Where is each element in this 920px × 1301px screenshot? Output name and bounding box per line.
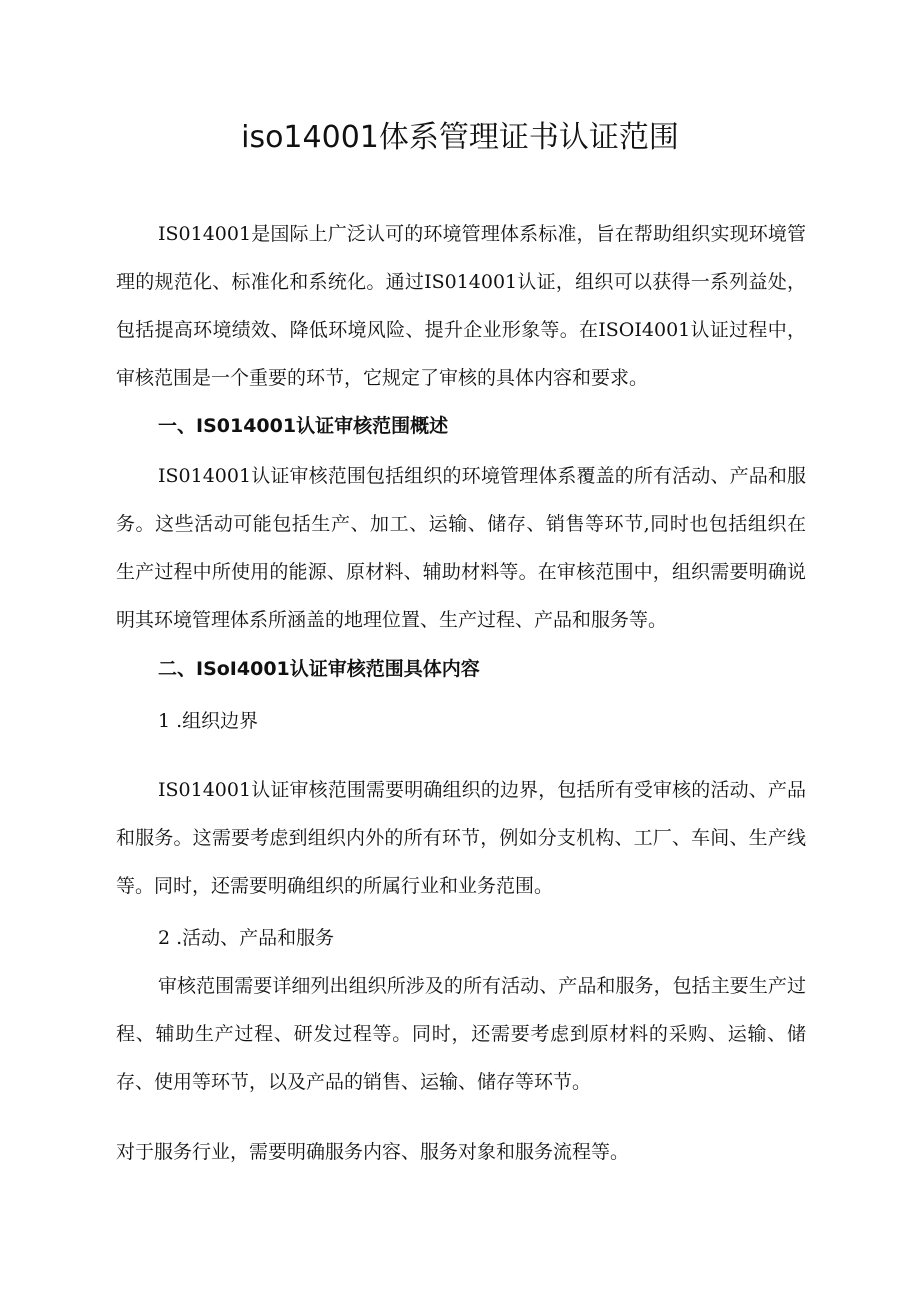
page-title: iso14001体系管理证书认证范围 <box>241 120 679 155</box>
item-2-label: 2 .活动、产品和服务 <box>158 927 335 949</box>
service-note-paragraph: 对于服务行业，需要明确服务内容、服务对象和服务流程等。 <box>116 1141 630 1163</box>
section-1-heading: 一、IS014001认证审核范围概述 <box>158 415 449 437</box>
intro-paragraph: IS014001是国际上广泛认可的环境管理体系标准，旨在帮助组织实现环境管理的规范化、标准化和系统化。通过IS014001认证，组织可以获得一系列益处，包括提高环境绩效、降低环境风险、提升企业形象等。在ISOI4001认证过程中，审核范围是一个重要的环节，它规定了审核的具体内容和要求。 <box>116 223 806 389</box>
item-2-paragraph: 审核范围需要详细列出组织所涉及的所有活动、产品和服务，包括主要生产过程、辅助生产过程、研发过程等。同时，还需要考虑到原材料的采购、运输、储存、使用等环节，以及产品的销售、运输、储存等环节。 <box>116 975 806 1093</box>
section-2-heading: 二、ISoI4001认证审核范围具体内容 <box>158 658 480 680</box>
item-1-paragraph: IS014001认证审核范围需要明确组织的边界，包括所有受审核的活动、产品和服务。这需要考虑到组织内外的所有环节，例如分支机构、工厂、车间、生产线等。同时，还需要明确组织的所属行业和业务范围。 <box>116 779 806 897</box>
section-1-paragraph: IS014001认证审核范围包括组织的环境管理体系覆盖的所有活动、产品和服务。这些活动可能包括生产、加工、运输、储存、销售等环节,同时也包括组织在生产过程中所使用的能源、原材料、辅助材料等。在审核范围中，组织需要明确说明其环境管理体系所涵盖的地理位置、生产过程、产品和服务等。 <box>116 465 806 631</box>
item-1-label: 1 .组织边界 <box>158 710 259 732</box>
